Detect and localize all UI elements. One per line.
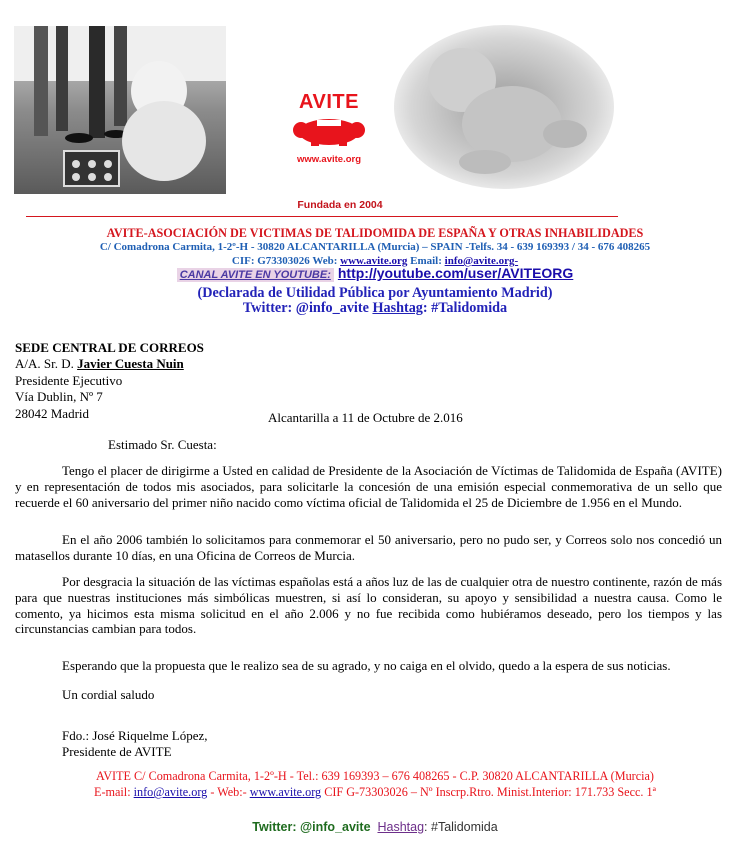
logo-figure-icon xyxy=(289,112,369,150)
body-paragraph-3: Por desgracia la situación de las víctimas españolas está a años luz de las de cualquier otra de nuestro continente, razón de más para que nuestras instituciones más simbólicas muestren, si así lo consideran, su apoyo y sensibilidad a nuestra causa. Como le comento, ya hicimos esta misma solicitud en el año 2.006 y no fue recibida como hubiéramos deseado, pero los tiempos y las circunstancias cambian para todos. xyxy=(15,574,722,637)
founded-text: Fundada en 2004 xyxy=(297,199,383,211)
public-utility-note: (Declarada de Utilidad Pública por Ayuntamiento Madrid) xyxy=(197,285,553,301)
footer-email-label: E-mail: xyxy=(94,785,134,799)
hashtag-text: : #Talidomida xyxy=(422,300,508,316)
cif-text: CIF: G73303026 Web: xyxy=(231,255,341,267)
closing: Un cordial saludo xyxy=(62,687,155,702)
youtube-link[interactable]: http://youtube.com/user/AVITEORG xyxy=(337,265,574,281)
header-divider xyxy=(26,216,618,217)
header-twitter-line xyxy=(0,300,750,317)
signature-title: Presidente de AVITE xyxy=(62,744,172,759)
photo-child-playing xyxy=(14,26,226,194)
youtube-line xyxy=(0,265,750,283)
recipient-name: Javier Cuesta Nuin xyxy=(77,356,184,372)
footer-contact xyxy=(0,784,750,800)
photo-baby xyxy=(390,22,618,192)
footer-address: AVITE C/ Comadrona Carmita, 1-2º-H - Tel.: 639 169393 – 676 408265 - C.P. 30820 ALCANTARILLA (Murcia) xyxy=(95,769,654,783)
footer-web-label: - Web:- xyxy=(207,785,250,799)
recipient-city: 28042 Madrid xyxy=(15,405,90,421)
body-paragraph-1: Tengo el placer de dirigirme a Usted en calidad de Presidente de la Asociación de Víctimas de Talidomida de España (AVITE) y en representación de todos mis asociados, para solicitarle la concesión de una emisión especial conmemorativa de un sello que recuerde el 60 aniversario del primer niño nacido como víctima oficial de Talidomida el 25 de Diciembre de 1.956 en el Mundo. xyxy=(15,463,722,510)
photo-child-image xyxy=(14,26,226,194)
body-paragraph-4: Esperando que la propuesta que le realizo sea de su agrado, y no caiga en el olvido, quedo a la espera de sus noticias. xyxy=(62,658,671,673)
youtube-label: CANAL AVITE EN YOUTUBE: xyxy=(177,268,334,282)
web-link[interactable]: www.avite.org xyxy=(340,255,408,267)
logo-url: www.avite.org xyxy=(296,154,362,165)
footer-email-link[interactable]: info@avite.org xyxy=(133,785,208,799)
logo-wordmark: AVITE xyxy=(299,91,359,113)
bottom-twitter-line xyxy=(0,820,750,834)
recipient-title: Presidente Ejecutivo xyxy=(15,372,123,388)
association-name: AVITE-ASOCIACIÓN DE VICTIMAS DE TALIDOMIDA DE ESPAÑA Y OTRAS INHABILIDADES xyxy=(106,226,644,240)
avite-logo xyxy=(284,92,374,164)
footer-registration: CIF G-73303026 – Nº Inscrp.Rtro. Minist.Interior: 171.733 Secc. 1ª xyxy=(321,785,656,799)
recipient-attn xyxy=(15,356,204,372)
body-paragraph-2: En el año 2006 también lo solicitamos para conmemorar el 50 aniversario, pero no pudo ser, y Correos solo nos concedió un matasellos durante 10 días, en una Oficina de Correos de Murcia. xyxy=(15,532,722,563)
email-link[interactable]: info@avite.org- xyxy=(444,255,519,267)
salutation: Estimado Sr. Cuesta: xyxy=(108,437,217,452)
recipient-street: Vía Dublin, Nº 7 xyxy=(15,389,103,405)
signature-block xyxy=(62,728,208,760)
signature-name: Fdo.: José Riquelme López, xyxy=(62,728,208,743)
attn-prefix: A/A. Sr. D. xyxy=(15,356,78,372)
bottom-hashtag-text: : #Talidomida xyxy=(424,820,498,834)
twitter-handle: Twitter: @info_avite xyxy=(242,300,373,316)
bottom-hashtag-word: Hashtag xyxy=(377,820,425,834)
address-line: C/ Comadrona Carmita, 1-2º-H - 30820 ALCANTARILLA (Murcia) – SPAIN -Telfs. 34 - 639 169393 / 34 - 676 408265 xyxy=(99,241,651,253)
bottom-twitter-handle: Twitter: @info_avite xyxy=(252,820,371,834)
recipient-org: SEDE CENTRAL DE CORREOS xyxy=(15,340,204,355)
footer-web-link[interactable]: www.avite.org xyxy=(249,785,322,799)
hashtag-word: Hashtag xyxy=(372,300,423,316)
letter-date: Alcantarilla a 11 de Octubre de 2.016 xyxy=(268,410,463,425)
recipient-block xyxy=(15,340,204,422)
email-label: Email: xyxy=(407,255,445,267)
photo-baby-image xyxy=(390,22,618,192)
footer xyxy=(0,768,750,800)
